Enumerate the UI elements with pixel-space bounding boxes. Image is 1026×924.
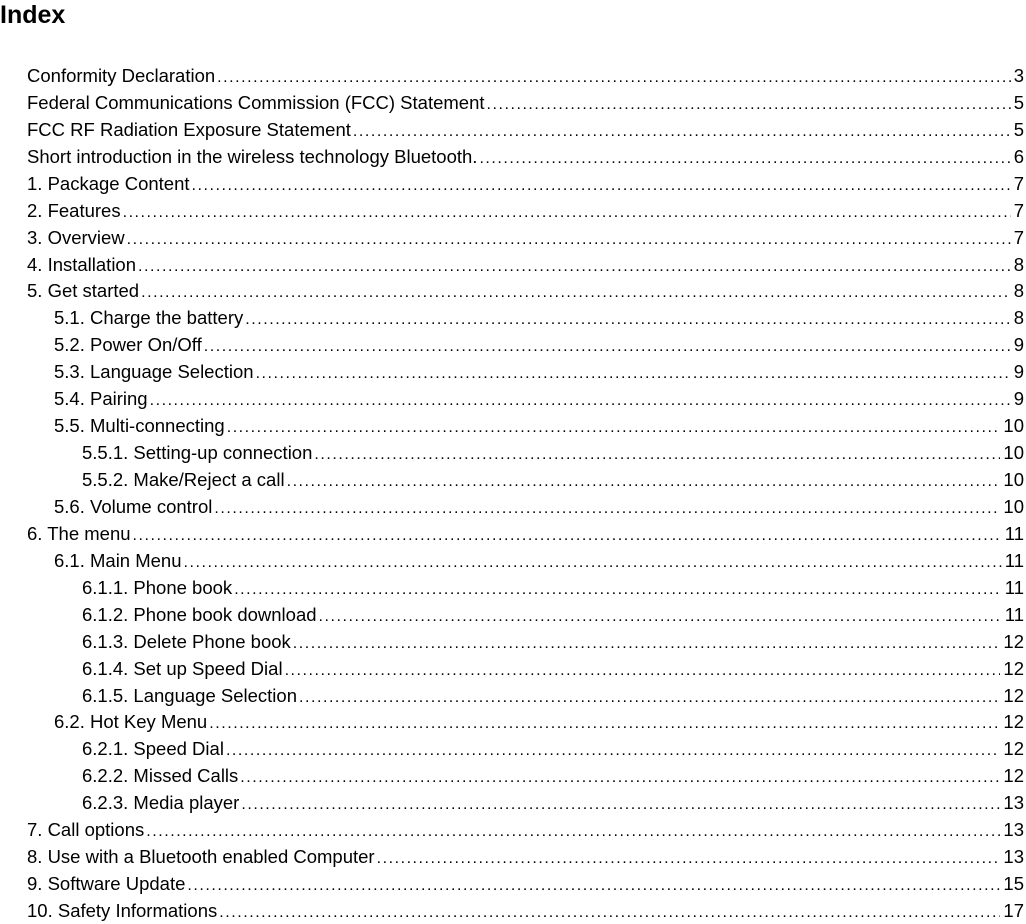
toc-entry-31[interactable] [27, 868, 1024, 895]
toc-page-number: 17 [1003, 900, 1024, 921]
toc-entry-4[interactable] [27, 141, 1024, 168]
toc-entry-label[interactable]: 6. The menu [27, 522, 131, 544]
toc-entry-label[interactable]: 6.1.2. Phone book download [82, 603, 317, 625]
toc-dot-leader [245, 307, 1010, 329]
toc-dot-leader [299, 685, 1000, 707]
toc-entry-label[interactable]: 6.2.1. Speed Dial [82, 738, 224, 760]
table-of-contents [27, 60, 1024, 922]
toc-dot-leader [241, 792, 1000, 814]
toc-entry-label[interactable]: 5. Get started [27, 280, 140, 302]
toc-entry-24[interactable] [27, 680, 1024, 707]
toc-entry-label[interactable]: 6.1.3. Delete Phone book [82, 630, 291, 652]
toc-page-number: 6 [1013, 145, 1024, 167]
toc-page-number: 9 [1013, 361, 1024, 383]
toc-dot-leader [479, 146, 1010, 168]
toc-entry-29[interactable] [27, 814, 1024, 841]
toc-entry-label[interactable]: 6.1. Main Menu [54, 549, 182, 571]
toc-entry-label[interactable]: 6.2.3. Media player [82, 792, 240, 814]
toc-dot-leader [123, 200, 1011, 222]
toc-page-number: 3 [1013, 64, 1024, 86]
toc-entry-label[interactable]: 5.6. Volume control [54, 495, 213, 517]
toc-entry-label[interactable]: Federal Communications Commission (FCC) Statement [27, 91, 485, 113]
toc-entry-label[interactable]: 1. Package Content [27, 172, 190, 194]
toc-entry-9[interactable] [27, 276, 1024, 303]
toc-entry-27[interactable] [27, 760, 1024, 787]
toc-entry-19[interactable] [27, 545, 1024, 572]
toc-page-number: 12 [1003, 630, 1024, 652]
toc-dot-leader [209, 711, 1000, 733]
toc-dot-leader [214, 496, 1000, 518]
toc-entry-label[interactable]: 3. Overview [27, 226, 125, 248]
toc-entry-label[interactable]: 6.1.1. Phone book [82, 576, 233, 598]
toc-entry-13[interactable] [27, 383, 1024, 410]
toc-page-number: 12 [1003, 765, 1024, 787]
toc-entry-2[interactable] [27, 87, 1024, 114]
toc-entry-label[interactable]: FCC RF Radiation Exposure Statement [27, 118, 351, 140]
toc-entry-label[interactable]: 4. Installation [27, 253, 137, 275]
page-title: Index [0, 1, 66, 29]
toc-entry-label[interactable]: 5.5. Multi-connecting [54, 415, 225, 437]
toc-dot-leader [146, 819, 1000, 841]
toc-entry-32[interactable] [27, 895, 1024, 922]
toc-page-number: 10 [1003, 469, 1024, 490]
toc-dot-leader [204, 334, 1011, 356]
toc-page-number: 12 [1003, 738, 1024, 760]
toc-entry-11[interactable] [27, 329, 1024, 356]
toc-dot-leader [141, 280, 1011, 302]
toc-entry-label[interactable]: 2. Features [27, 199, 121, 221]
toc-entry-23[interactable] [27, 653, 1024, 680]
toc-entry-label[interactable]: 5.4. Pairing [54, 388, 148, 410]
toc-entry-label[interactable]: 8. Use with a Bluetooth enabled Computer [27, 846, 375, 868]
toc-dot-leader [353, 119, 1011, 141]
toc-dot-leader [133, 523, 1002, 545]
toc-page-number: 11 [1004, 603, 1024, 625]
toc-entry-label[interactable]: 7. Call options [27, 819, 145, 841]
toc-entry-8[interactable] [27, 249, 1024, 276]
toc-page-number: 12 [1003, 711, 1024, 733]
toc-dot-leader [287, 469, 1001, 491]
toc-entry-26[interactable] [27, 733, 1024, 760]
toc-page-number: 13 [1003, 846, 1024, 868]
toc-entry-16[interactable] [27, 464, 1024, 491]
toc-page-number: 11 [1004, 576, 1024, 598]
toc-page-number: 5 [1013, 91, 1024, 113]
toc-entry-17[interactable] [27, 491, 1024, 518]
toc-page-number: 10 [1003, 415, 1024, 437]
toc-page-number: 8 [1013, 280, 1024, 302]
toc-entry-label[interactable]: Conformity Declaration [27, 64, 216, 86]
toc-entry-6[interactable] [27, 195, 1024, 222]
toc-page-number: 7 [1013, 172, 1024, 194]
toc-page-number: 15 [1003, 873, 1024, 895]
toc-entry-5[interactable] [27, 168, 1024, 195]
toc-dot-leader [314, 442, 1000, 464]
toc-dot-leader [192, 173, 1011, 195]
toc-entry-label[interactable]: 6.2. Hot Key Menu [54, 711, 208, 733]
toc-entry-label[interactable]: 5.1. Charge the battery [54, 307, 244, 329]
toc-entry-30[interactable] [27, 841, 1024, 868]
toc-entry-label[interactable]: 6.1.4. Set up Speed Dial [82, 657, 283, 679]
toc-entry-21[interactable] [27, 599, 1024, 626]
toc-entry-22[interactable] [27, 626, 1024, 653]
toc-entry-10[interactable] [27, 302, 1024, 329]
toc-entry-12[interactable] [27, 356, 1024, 383]
toc-page-number: 8 [1013, 307, 1024, 329]
toc-entry-3[interactable] [27, 114, 1024, 141]
toc-page-number: 12 [1003, 657, 1024, 679]
toc-page-number: 7 [1013, 226, 1024, 248]
toc-dot-leader [293, 631, 1001, 653]
toc-page-number: 5 [1013, 118, 1024, 140]
toc-dot-leader [150, 388, 1011, 410]
toc-dot-leader [219, 900, 1000, 922]
toc-page-number: 8 [1013, 253, 1024, 275]
toc-entry-1[interactable] [27, 60, 1024, 87]
toc-entry-label[interactable]: 6.2.2. Missed Calls [82, 765, 239, 787]
toc-entry-7[interactable] [27, 222, 1024, 249]
toc-entry-18[interactable] [27, 518, 1024, 545]
toc-page-number: 13 [1003, 792, 1024, 814]
toc-page-number: 13 [1003, 819, 1024, 841]
toc-dot-leader [138, 254, 1011, 276]
toc-dot-leader [127, 227, 1011, 249]
toc-dot-leader [217, 65, 1011, 87]
toc-entry-25[interactable] [27, 707, 1024, 734]
toc-dot-leader [184, 550, 1002, 572]
toc-page-number: 12 [1003, 684, 1024, 706]
toc-dot-leader [487, 92, 1011, 114]
toc-entry-14[interactable] [27, 410, 1024, 437]
toc-page-number: 11 [1004, 549, 1024, 571]
toc-dot-leader [256, 361, 1011, 383]
toc-dot-leader [240, 765, 1000, 787]
toc-dot-leader [187, 873, 1000, 895]
toc-page-number: 9 [1013, 334, 1024, 356]
toc-dot-leader [234, 577, 1002, 599]
toc-entry-label[interactable]: 5.5.1. Setting-up connection [82, 442, 313, 464]
toc-entry-label[interactable]: Short introduction in the wireless technology Bluetooth. [27, 145, 478, 167]
toc-entry-label[interactable]: 9. Software Update [27, 873, 186, 895]
toc-entry-label[interactable]: 5.2. Power On/Off [54, 334, 202, 356]
toc-page-number: 10 [1003, 442, 1024, 464]
toc-dot-leader [319, 604, 1002, 626]
toc-dot-leader [227, 415, 1001, 437]
toc-entry-label[interactable]: 10. Safety Informations [27, 900, 218, 921]
toc-dot-leader [285, 658, 1001, 680]
toc-entry-15[interactable] [27, 437, 1024, 464]
toc-entry-label[interactable]: 5.3. Language Selection [54, 361, 254, 383]
toc-page-number: 10 [1003, 495, 1024, 517]
toc-dot-leader [377, 846, 1001, 868]
toc-entry-20[interactable] [27, 572, 1024, 599]
toc-dot-leader [226, 738, 1000, 760]
toc-entry-label[interactable]: 5.5.2. Make/Reject a call [82, 469, 285, 490]
toc-page-number: 7 [1013, 199, 1024, 221]
toc-entry-label[interactable]: 6.1.5. Language Selection [82, 684, 297, 706]
toc-page-number: 11 [1004, 522, 1024, 544]
toc-page-number: 9 [1013, 388, 1024, 410]
toc-entry-28[interactable] [27, 787, 1024, 814]
